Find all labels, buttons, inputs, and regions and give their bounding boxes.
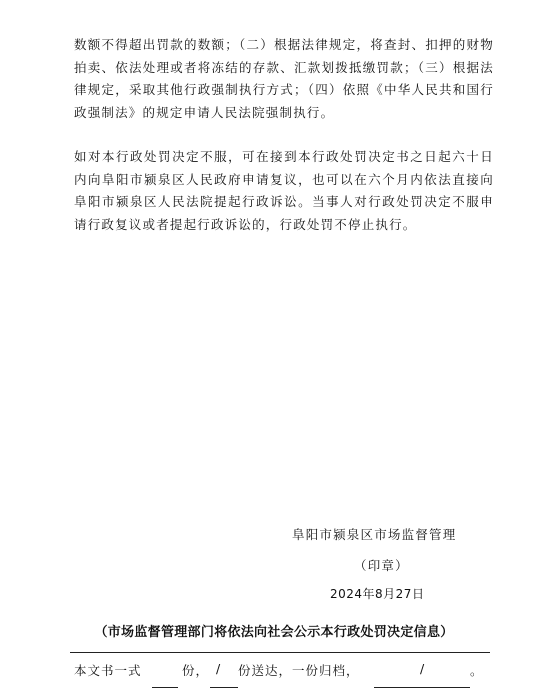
copies-count-blank [152, 687, 178, 688]
footer-divider [70, 652, 490, 653]
footer-delivery-text: 份送达，一份归档， [238, 663, 360, 678]
body-paragraph-appeal-rights: 如对本行政处罚决定不服，可在接到本行政处罚决定书之日起六十日内向阜阳市颍泉区人民政府申请复议，也可以在六个月内依法直接向阜阳市颍泉区人民法院提起行政诉讼。当事人对行政处罚决定不服申请行政复议或者提起行政诉讼的，行政处罚不停止执行。 [74, 149, 494, 232]
issue-date: 2024年8月27日 [330, 587, 425, 601]
public-disclosure-notice: （市场监督管理部门将依法向社会公示本行政处罚决定信息） [94, 625, 454, 640]
seal-label: （印章） [354, 558, 409, 573]
delivered-count-blank [210, 687, 238, 688]
body-paragraph-enforcement: 数额不得超出罚款的数额；（二）根据法律规定，将查封、扣押的财物拍卖、依法处理或者将冻结的存款、汇款划拨抵缴罚款；（三）根据法律规定，采取其他行政强制执行方式；（四）依照《中华人民共和国行政强制法》的规定申请人民法院强制执行。 [74, 37, 494, 120]
copies-footer [74, 661, 494, 689]
archive-blank [374, 687, 470, 688]
footer-slash-1: / [216, 661, 222, 676]
footer-end-mark: 。 [470, 663, 484, 678]
footer-copies-label: 本文书一式 [74, 663, 142, 678]
footer-slash-2: / [420, 661, 426, 676]
footer-copies-unit: 份， [182, 663, 210, 678]
issuing-agency: 阜阳市颍泉区市场监督管理 [292, 527, 457, 542]
